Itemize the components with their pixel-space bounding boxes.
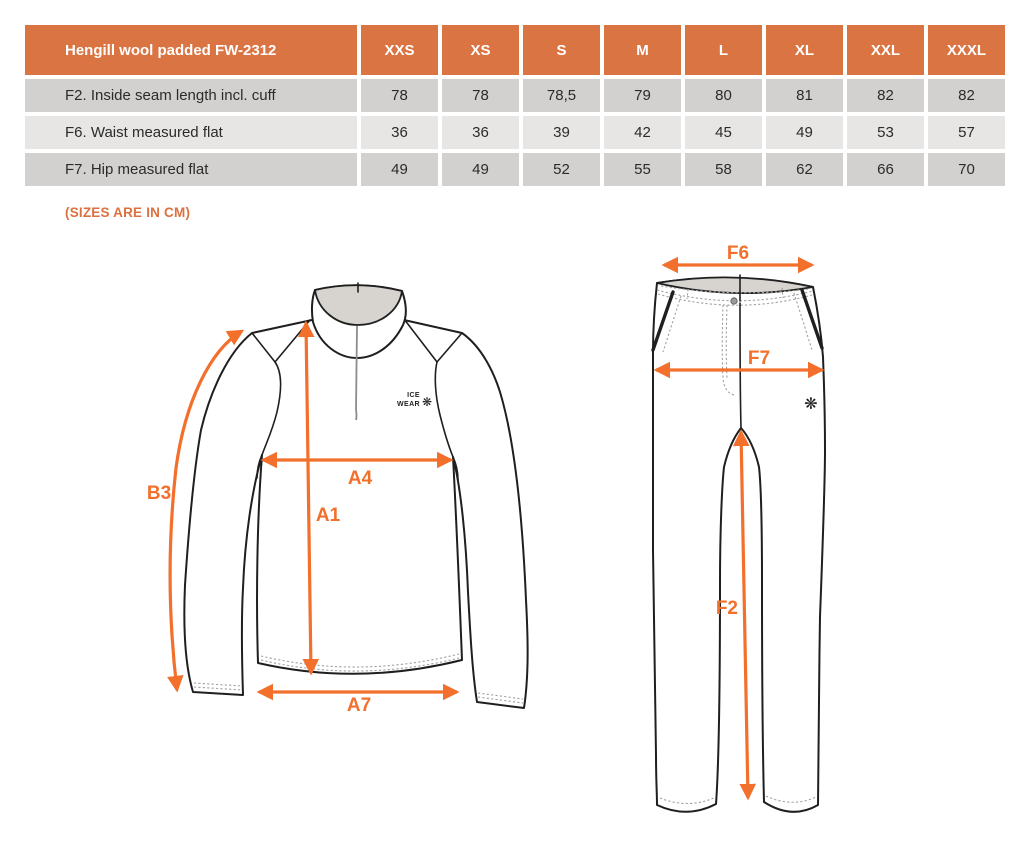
pants-diagram — [635, 245, 985, 845]
cell-value: 82 — [928, 79, 1005, 112]
sweater-diagram — [130, 240, 570, 770]
table-row-inseam — [25, 79, 1005, 112]
cell-value: 42 — [604, 116, 681, 149]
cell-value: 39 — [523, 116, 600, 149]
cell-value: 70 — [928, 153, 1005, 186]
cell-value: 55 — [604, 153, 681, 186]
f2-label: F2 — [715, 598, 738, 619]
cell-value: 82 — [847, 79, 924, 112]
a7-label: A7 — [346, 695, 372, 716]
f6-label: F6 — [726, 245, 750, 264]
waist-button — [731, 298, 737, 304]
a4-label: A4 — [347, 468, 373, 489]
row-label: F7. Hip measured flat — [25, 153, 357, 186]
row-label: F2. Inside seam length incl. cuff — [25, 79, 357, 112]
size-header-l: L — [685, 25, 762, 75]
logo-text-wear: WEAR — [397, 401, 420, 408]
cell-value: 52 — [523, 153, 600, 186]
cell-value: 81 — [766, 79, 843, 112]
table-header-row — [25, 25, 1005, 75]
cell-value: 78 — [442, 79, 519, 112]
size-header-xl: XL — [766, 25, 843, 75]
units-note: (SIZES ARE IN CM) — [65, 205, 191, 220]
size-header-s: S — [523, 25, 600, 75]
size-header-xxxl: XXXL — [928, 25, 1005, 75]
table-row-waist — [25, 116, 1005, 149]
zipper-pull — [356, 410, 357, 420]
cell-value: 78,5 — [523, 79, 600, 112]
logo-text-ice: ICE — [407, 392, 420, 399]
a1-label: A1 — [315, 505, 341, 526]
cell-value: 62 — [766, 153, 843, 186]
b3-label: B3 — [146, 483, 172, 504]
pants-snowflake-icon: ❋ — [804, 394, 818, 413]
cell-value: 57 — [928, 116, 1005, 149]
cell-value: 36 — [442, 116, 519, 149]
cell-value: 53 — [847, 116, 924, 149]
size-header-xxl: XXL — [847, 25, 924, 75]
pants-outline — [653, 278, 825, 812]
table-row-hip — [25, 153, 1005, 186]
f2-inseam-arrow — [741, 432, 748, 798]
size-header-xxs: XXS — [361, 25, 438, 75]
size-header-m: M — [604, 25, 681, 75]
cell-value: 78 — [361, 79, 438, 112]
logo-snowflake-icon: ❋ — [422, 395, 433, 409]
f7-label: F7 — [747, 348, 771, 369]
cell-value: 49 — [442, 153, 519, 186]
cell-value: 36 — [361, 116, 438, 149]
size-chart-table — [21, 21, 1009, 190]
product-name-header: Hengill wool padded FW-2312 — [25, 25, 357, 75]
zipper-line — [356, 326, 357, 410]
row-label: F6. Waist measured flat — [25, 116, 357, 149]
cell-value: 79 — [604, 79, 681, 112]
size-header-xs: XS — [442, 25, 519, 75]
cell-value: 45 — [685, 116, 762, 149]
cell-value: 66 — [847, 153, 924, 186]
cell-value: 58 — [685, 153, 762, 186]
cell-value: 80 — [685, 79, 762, 112]
cell-value: 49 — [361, 153, 438, 186]
cell-value: 49 — [766, 116, 843, 149]
